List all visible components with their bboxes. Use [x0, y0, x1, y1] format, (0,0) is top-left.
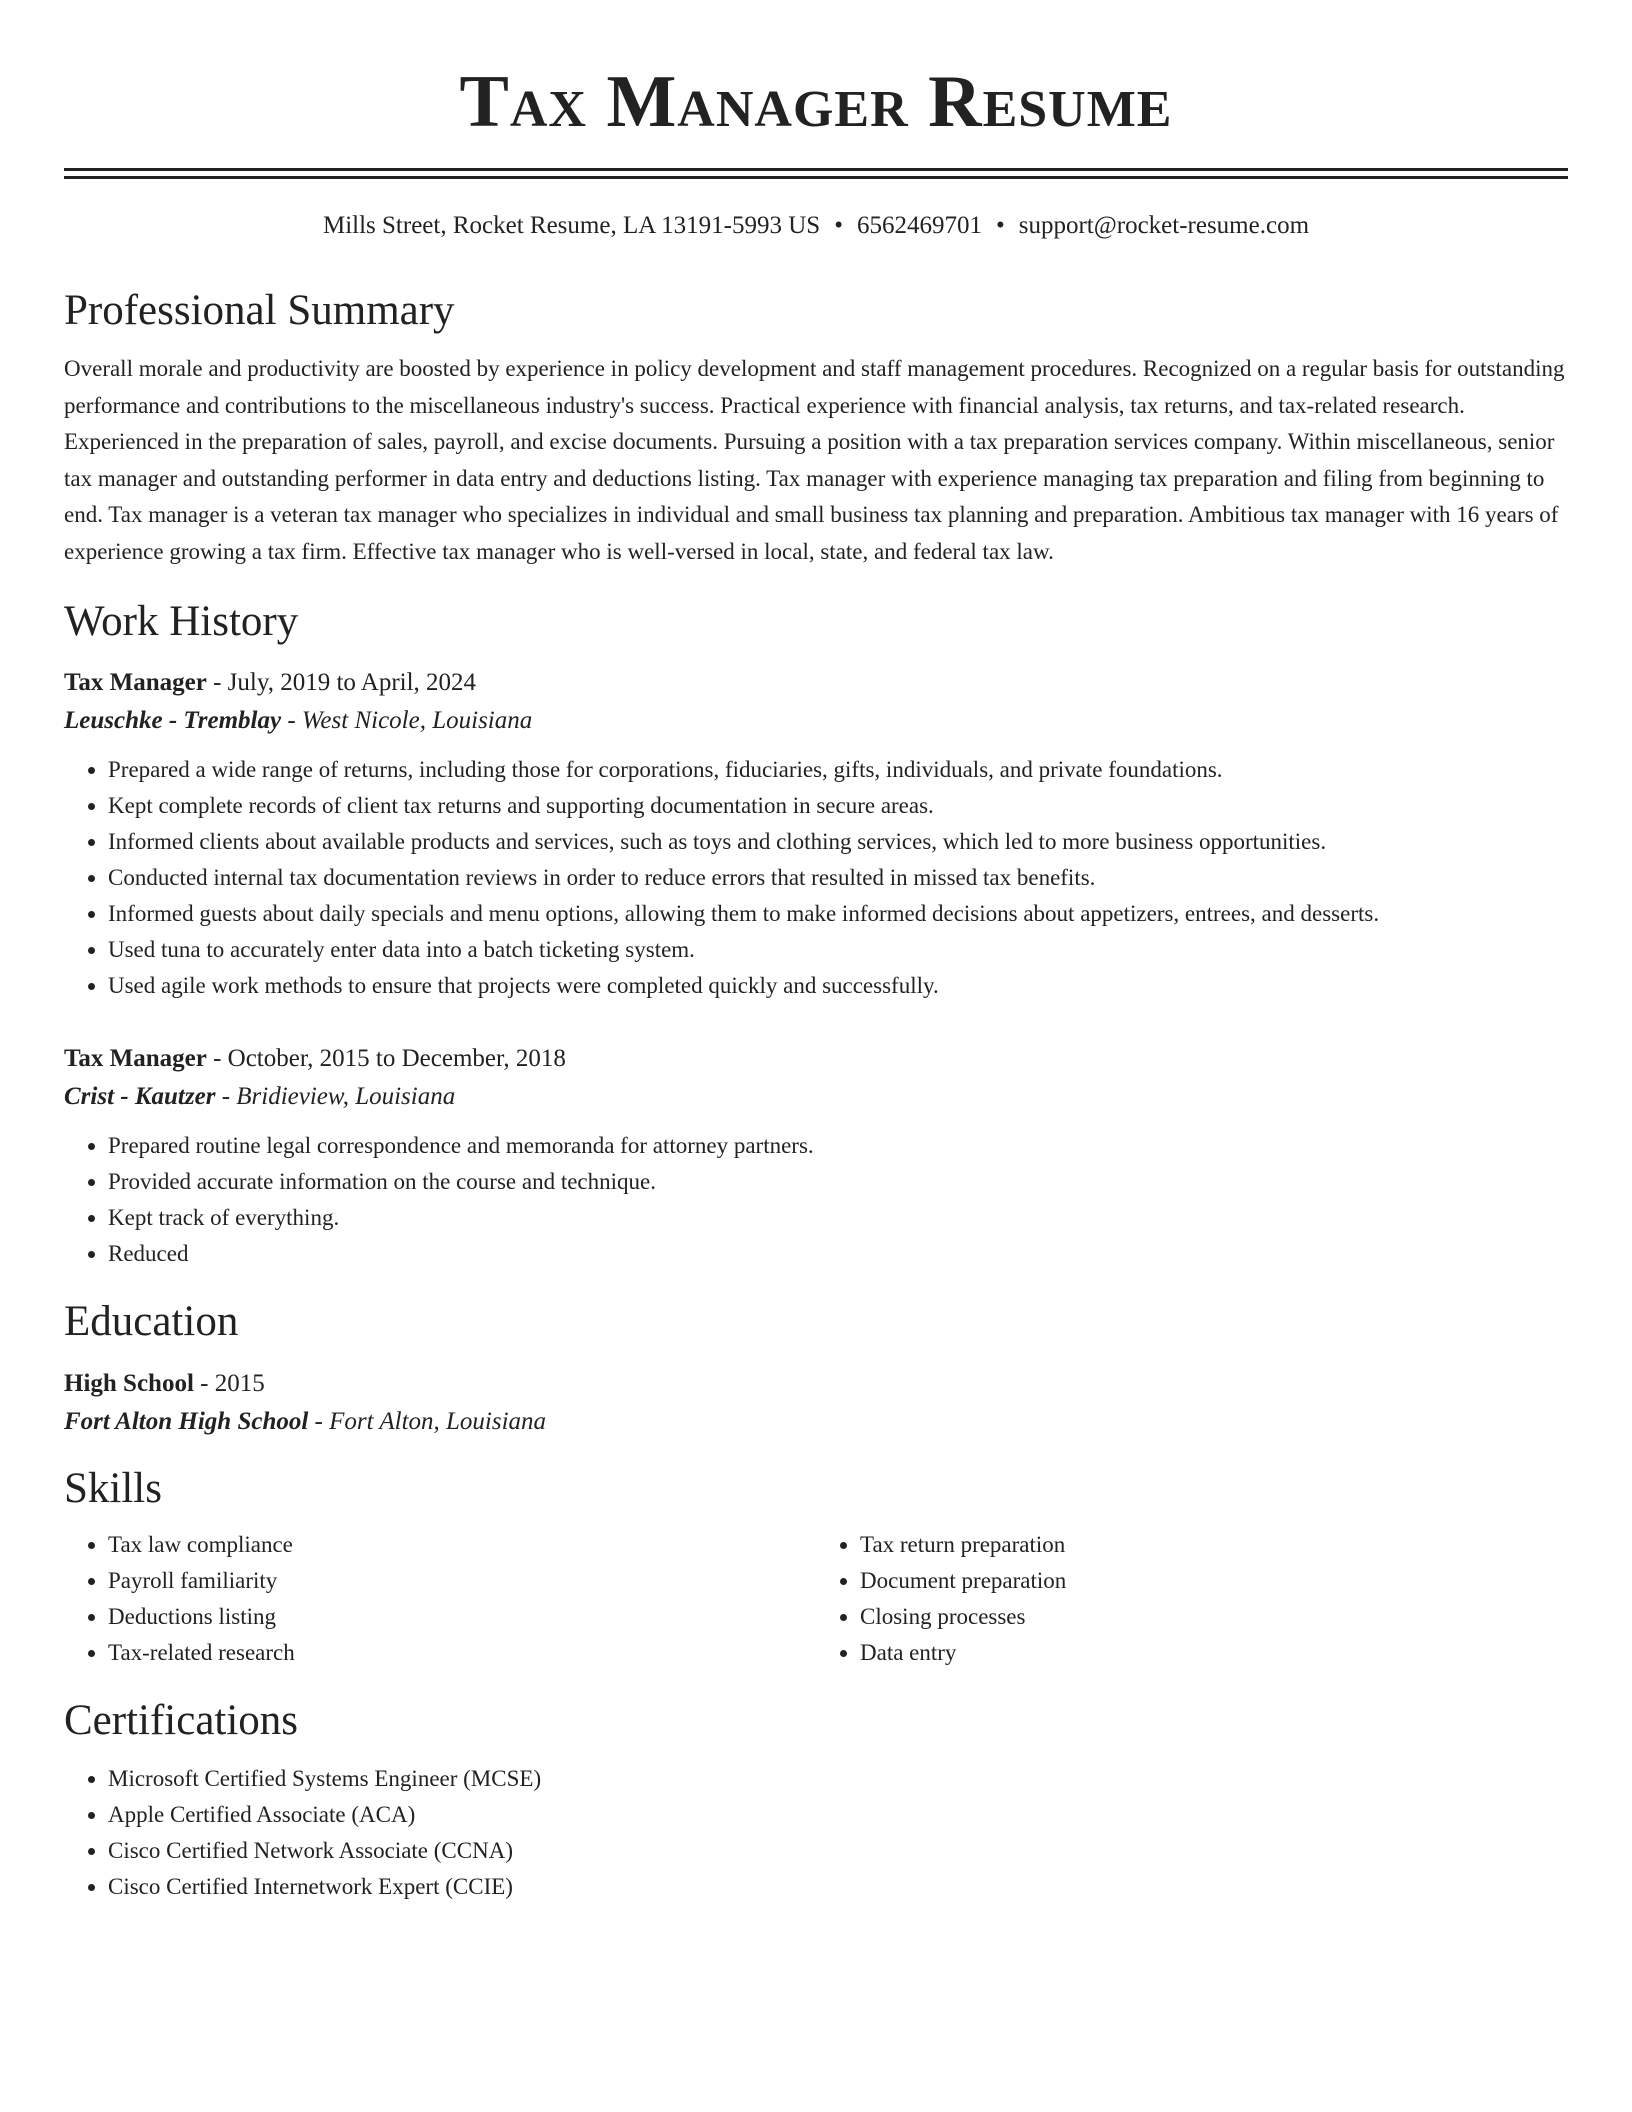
job-bullet: • Prepared routine legal correspondence and memoranda for attorney partners. — [108, 1128, 1568, 1164]
job-company-line — [64, 1078, 1568, 1116]
job-company: Crist - Kautzer — [64, 1083, 216, 1110]
summary-text: Overall morale and productivity are boosted by experience in policy development and staff management procedures. Recognized on a regular basis for outstanding performance and contributions to the miscellaneous industry's success. Practical experience with financial analysis, tax returns, and tax-related research. Experienced in the preparation of sales, payroll, and excise documents. Pursuing a position with a tax preparation services company. Within miscellaneous, senior tax manager and outstanding performer in data entry and deductions listing. Tax manager with experience managing tax preparation and filing from beginning to end. Tax manager is a veteran tax manager who specializes in individual and small business tax planning and preparation. Ambitious tax manager with 16 years of experience growing a tax firm. Effective tax manager who is well-versed in local, state, and federal tax law. — [64, 356, 1565, 564]
education-location: - Fort Alton, Louisiana — [308, 1408, 547, 1435]
job-company: Leuschke - Tremblay — [64, 707, 282, 734]
job-location: - Bridieview, Louisiana — [215, 1083, 456, 1110]
job-dates: - October, 2015 to December, 2018 — [206, 1045, 566, 1072]
contact-email: support@rocket-resume.com — [1018, 212, 1310, 239]
education-degree-line — [64, 1364, 1568, 1403]
skills-column-left — [64, 1527, 816, 1671]
section-heading-summary: Professional Summary — [64, 287, 455, 334]
job-company-line — [64, 702, 1568, 740]
contact-line — [64, 209, 1568, 243]
skill-item: • Tax return preparation — [860, 1527, 1568, 1563]
skill-item: • Payroll familiarity — [108, 1563, 816, 1599]
job-bullet: • Informed clients about available products and services, such as toys and clothing services, which led to more business opportunities. — [108, 824, 1568, 860]
job-bullets — [64, 1128, 1568, 1272]
skill-item: • Tax law compliance — [108, 1527, 816, 1563]
job-bullet: • Kept complete records of client tax returns and supporting documentation in secure areas. — [108, 788, 1568, 824]
skill-item: • Data entry — [860, 1635, 1568, 1671]
section-heading-work-history: Work History — [64, 598, 299, 645]
education-school: Fort Alton High School — [64, 1408, 309, 1435]
contact-phone: 6562469701 — [856, 212, 982, 239]
skill-item: • Deductions listing — [108, 1599, 816, 1635]
job-title-line — [64, 1040, 1568, 1078]
contact-address: Mills Street, Rocket Resume, LA 13191-5993 US — [322, 212, 821, 239]
skill-item: • Tax-related research — [108, 1635, 816, 1671]
contact-separator: • — [834, 212, 843, 239]
education-degree: High School — [64, 1370, 194, 1397]
contact-separator: • — [995, 212, 1005, 239]
certifications-list — [64, 1761, 1568, 1905]
job-bullets — [64, 752, 1568, 1004]
skill-item: • Closing processes — [860, 1599, 1568, 1635]
job-entry — [64, 664, 1568, 1004]
job-title: Tax Manager — [64, 669, 207, 696]
certification-item: • Apple Certified Associate (ACA) — [108, 1797, 1568, 1833]
section-heading-education: Education — [64, 1298, 239, 1345]
job-bullet: • Used tuna to accurately enter data into a batch ticketing system. — [108, 932, 1568, 968]
job-bullet: • Reduced — [108, 1236, 1568, 1272]
job-bullet: • Kept track of everything. — [108, 1200, 1568, 1236]
job-bullet: • Conducted internal tax documentation reviews in order to reduce errors that resulted in missed tax benefits. — [108, 860, 1568, 896]
job-title: Tax Manager — [64, 1045, 207, 1072]
education-school-line — [64, 1403, 1568, 1441]
certification-item: • Cisco Certified Network Associate (CCNA) — [108, 1833, 1568, 1869]
resume-title: Tax Manager Resume — [459, 61, 1173, 143]
education-year: - 2015 — [193, 1370, 265, 1397]
skills-column-right — [816, 1527, 1568, 1671]
job-bullet: • Used agile work methods to ensure that projects were completed quickly and successfully. — [108, 968, 1568, 1004]
job-title-line — [64, 664, 1568, 702]
skills-grid — [64, 1527, 1568, 1671]
certification-item: • Cisco Certified Internetwork Expert (CCIE) — [108, 1869, 1568, 1905]
job-entry — [64, 1040, 1568, 1272]
certification-item: • Microsoft Certified Systems Engineer (MCSE) — [108, 1761, 1568, 1797]
job-bullet: • Provided accurate information on the course and technique. — [108, 1164, 1568, 1200]
job-bullet: • Prepared a wide range of returns, including those for corporations, fiduciaries, gifts, individuals, and private foundations. — [108, 752, 1568, 788]
section-heading-certifications: Certifications — [64, 1697, 299, 1744]
job-location: - West Nicole, Louisiana — [281, 707, 533, 734]
job-bullet: • Informed guests about daily specials and menu options, allowing them to make informed decisions about appetizers, entrees, and desserts. — [108, 896, 1568, 932]
job-dates: - July, 2019 to April, 2024 — [206, 669, 477, 696]
section-heading-skills: Skills — [64, 1465, 162, 1512]
skill-item: • Document preparation — [860, 1563, 1568, 1599]
title-double-rule — [64, 168, 1568, 179]
